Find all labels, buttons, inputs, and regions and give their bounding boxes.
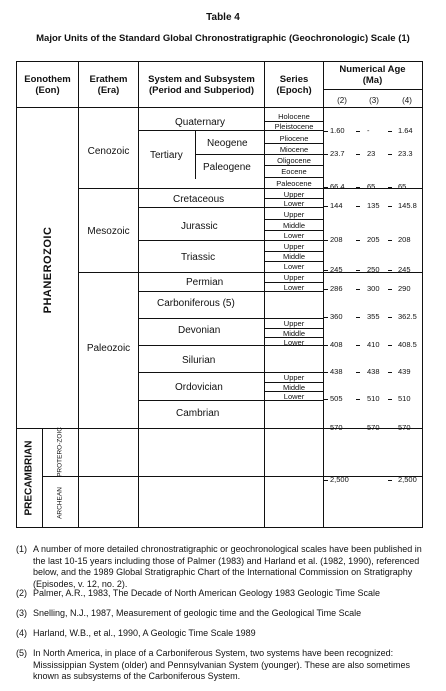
age-tick (388, 131, 392, 132)
table-label: Table 4 (206, 12, 240, 23)
age-tick (324, 240, 328, 241)
age-value: 570 (330, 423, 343, 432)
age-value: 23 (367, 149, 376, 158)
age-value: 438 (330, 367, 343, 376)
age-tick (356, 372, 360, 373)
age-value: 410 (367, 340, 380, 349)
header-rule (16, 107, 422, 108)
series-triassic-upper: Upper (283, 242, 305, 251)
col-line-precambrian (42, 428, 43, 527)
age-tick (356, 154, 360, 155)
age-value: 439 (398, 367, 411, 376)
age-tick (324, 270, 328, 271)
age-tick (388, 428, 392, 429)
footnote-text: In North America, in place of a Carboniferous System, two systems have been recognized: Mississippian System (older) and Pennsylvanian System (younger). These are also sometimes known as subsystems of the Carboniferous System. (33, 648, 410, 681)
age-value: 290 (398, 284, 411, 293)
series-devonian-middle: Middle (282, 329, 306, 338)
age-value: 23.7 (330, 149, 345, 158)
age-value: 250 (367, 265, 380, 274)
age-tick (388, 206, 392, 207)
era-cenozoic: Cenozoic (87, 146, 130, 157)
age-value: 360 (330, 312, 343, 321)
age-value: 570 (367, 423, 380, 432)
header-numerical-age: Numerical Age (Ma) (339, 64, 406, 86)
age-tick (388, 480, 392, 481)
jurassic-base (138, 240, 324, 241)
era-paleozoic: Paleozoic (86, 343, 131, 354)
footnote-text: Harland, W.B., et al., 1990, A Geologic Time Scale 1989 (33, 628, 256, 638)
neogene-base (195, 154, 324, 155)
system-carboniferous: Carboniferous (5) (157, 298, 235, 309)
system-tertiary: Tertiary (150, 150, 183, 161)
series-devonian-upper: Upper (283, 319, 305, 328)
era-proterozoic: PROTERO-ZOIC (56, 427, 64, 477)
series-cretaceous-upper: Upper (283, 190, 305, 199)
age-value: 205 (367, 235, 380, 244)
footnote-number: (4) (16, 628, 27, 638)
age-tick (356, 345, 360, 346)
age-value: 408 (330, 340, 343, 349)
footnote-number: (2) (16, 588, 27, 598)
age-tick (324, 131, 328, 132)
age-value: 510 (398, 394, 411, 403)
age-tick (356, 270, 360, 271)
series-paleocene: Paleocene (276, 179, 312, 188)
series-permian-upper: Upper (283, 273, 305, 282)
age-value: 286 (330, 284, 343, 293)
age-tick (388, 345, 392, 346)
age-tick (356, 428, 360, 429)
age-value: 23.3 (398, 149, 413, 158)
age-tick (388, 240, 392, 241)
system-cambrian: Cambrian (176, 408, 220, 419)
header-col-3: (3) (369, 96, 379, 105)
eon-precambrian: PRECAMBRIAN (23, 440, 35, 516)
system-paleogene: Paleogene (203, 162, 251, 173)
series-cretaceous-lower: Lower (283, 199, 305, 208)
age-value: 355 (367, 312, 380, 321)
series-devonian-lower: Lower (283, 338, 305, 347)
age-tick (356, 399, 360, 400)
age-value: 438 (367, 367, 380, 376)
age-value: 208 (330, 235, 343, 244)
age-value: 145.8 (398, 201, 417, 210)
series-jurassic-lower: Lower (283, 231, 305, 240)
age-tick (356, 206, 360, 207)
age-tick (356, 317, 360, 318)
series-eocene: Eocene (281, 167, 307, 176)
header-eonothem: Eonothem (Eon) (24, 74, 71, 96)
age-tick (324, 317, 328, 318)
age-tick (324, 345, 328, 346)
footnote-text: Snelling, N.J., 1987, Measurement of geologic time and the Geological Time Scale (33, 608, 362, 618)
era-archean: ARCHEAN (56, 487, 64, 519)
age-value: 408.5 (398, 340, 417, 349)
age-tick (388, 317, 392, 318)
series-triassic-lower: Lower (283, 262, 305, 271)
series-ordovician-middle: Middle (282, 383, 306, 392)
age-value: 570 (398, 423, 411, 432)
age-value: 66.4 (330, 182, 345, 191)
header-erathem: Erathem (Era) (89, 74, 128, 96)
age-tick (324, 187, 328, 188)
age-value: 505 (330, 394, 343, 403)
footnote-number: (5) (16, 648, 27, 658)
age-tick (324, 399, 328, 400)
proterozoic-base (42, 476, 422, 477)
age-tick (324, 372, 328, 373)
table-caption: Major Units of the Standard Global Chronostratigraphic (Geochronologic) Scale (1) (36, 33, 410, 44)
system-neogene: Neogene (207, 138, 248, 149)
age-tick (324, 480, 328, 481)
age-value: 2,500 (330, 475, 349, 484)
header-system: System and Subsystem (Period and Subperiod) (148, 74, 255, 96)
series-jurassic-middle: Middle (282, 221, 306, 230)
age-value: 1.60 (330, 126, 345, 135)
system-triassic: Triassic (181, 252, 216, 263)
precambrian-boundary (16, 428, 422, 429)
col-line-era (78, 61, 79, 527)
footnote-text: A number of more detailed chronostratigraphic or geochronological scales have been published in the last 10-15 years including those of Palmer (1983) and Harland et al. (1982, 1990), referenced below, and the 1989 Global Stratigraphic Chart of the International Commission on Stratigraphy (Episodes, v. 12, no. 2). (33, 544, 422, 589)
age-value: 208 (398, 235, 411, 244)
age-tick (356, 187, 360, 188)
age-tick (388, 270, 392, 271)
age-value: 65 (398, 182, 407, 191)
eon-phanerozoic: PHANEROZOIC (42, 226, 54, 314)
system-jurassic: Jurassic (181, 221, 218, 232)
system-permian: Permian (186, 277, 224, 288)
footnote-number: (1) (16, 544, 27, 554)
age-tick (324, 428, 328, 429)
series-rule (264, 177, 324, 178)
series-rule (264, 143, 324, 144)
series-holocene: Holocene (278, 112, 310, 121)
age-tick (388, 372, 392, 373)
age-value: 135 (367, 201, 380, 210)
system-quaternary: Quaternary (175, 117, 226, 128)
header-col-2: (2) (337, 96, 347, 105)
system-cretaceous: Cretaceous (173, 194, 225, 205)
age-tick (324, 206, 328, 207)
series-rule (264, 165, 324, 166)
age-tick (356, 131, 360, 132)
age-tick (388, 187, 392, 188)
header-col-4: (4) (402, 96, 412, 105)
age-value: 2,500 (398, 475, 417, 484)
age-value: - (367, 126, 370, 135)
age-value: 362.5 (398, 312, 417, 321)
system-silurian: Silurian (182, 355, 216, 366)
footnote-text: Palmer, A.R., 1983, The Decade of North American Geology 1983 Geologic Time Scale (33, 588, 381, 598)
age-value: 1.64 (398, 126, 413, 135)
age-tick (356, 289, 360, 290)
age-value: 510 (367, 394, 380, 403)
series-ordovician-upper: Upper (283, 373, 305, 382)
age-tick (324, 154, 328, 155)
age-value: 245 (330, 265, 343, 274)
age-header-rule (323, 89, 422, 90)
series-oligocene: Oligocene (277, 156, 311, 165)
series-permian-lower: Lower (283, 283, 305, 292)
age-tick (388, 289, 392, 290)
series-ordovician-lower: Lower (283, 392, 305, 401)
age-value: 300 (367, 284, 380, 293)
header-series: Series (Epoch) (276, 74, 312, 96)
age-value: 144 (330, 201, 343, 210)
series-pleistocene: Pleistocene (274, 122, 314, 131)
series-triassic-middle: Middle (282, 252, 306, 261)
age-tick (356, 240, 360, 241)
series-rule (264, 219, 324, 220)
age-tick (388, 154, 392, 155)
age-value: 65 (367, 182, 376, 191)
series-miocene: Miocene (279, 145, 309, 154)
system-devonian: Devonian (178, 325, 221, 336)
age-value: 245 (398, 265, 411, 274)
age-tick (324, 289, 328, 290)
series-jurassic-upper: Upper (283, 210, 305, 219)
era-mesozoic: Mesozoic (87, 226, 130, 237)
footnote-number: (3) (16, 608, 27, 618)
age-tick (388, 399, 392, 400)
system-ordovician: Ordovician (175, 382, 223, 393)
series-pliocene: Pliocene (279, 134, 309, 143)
